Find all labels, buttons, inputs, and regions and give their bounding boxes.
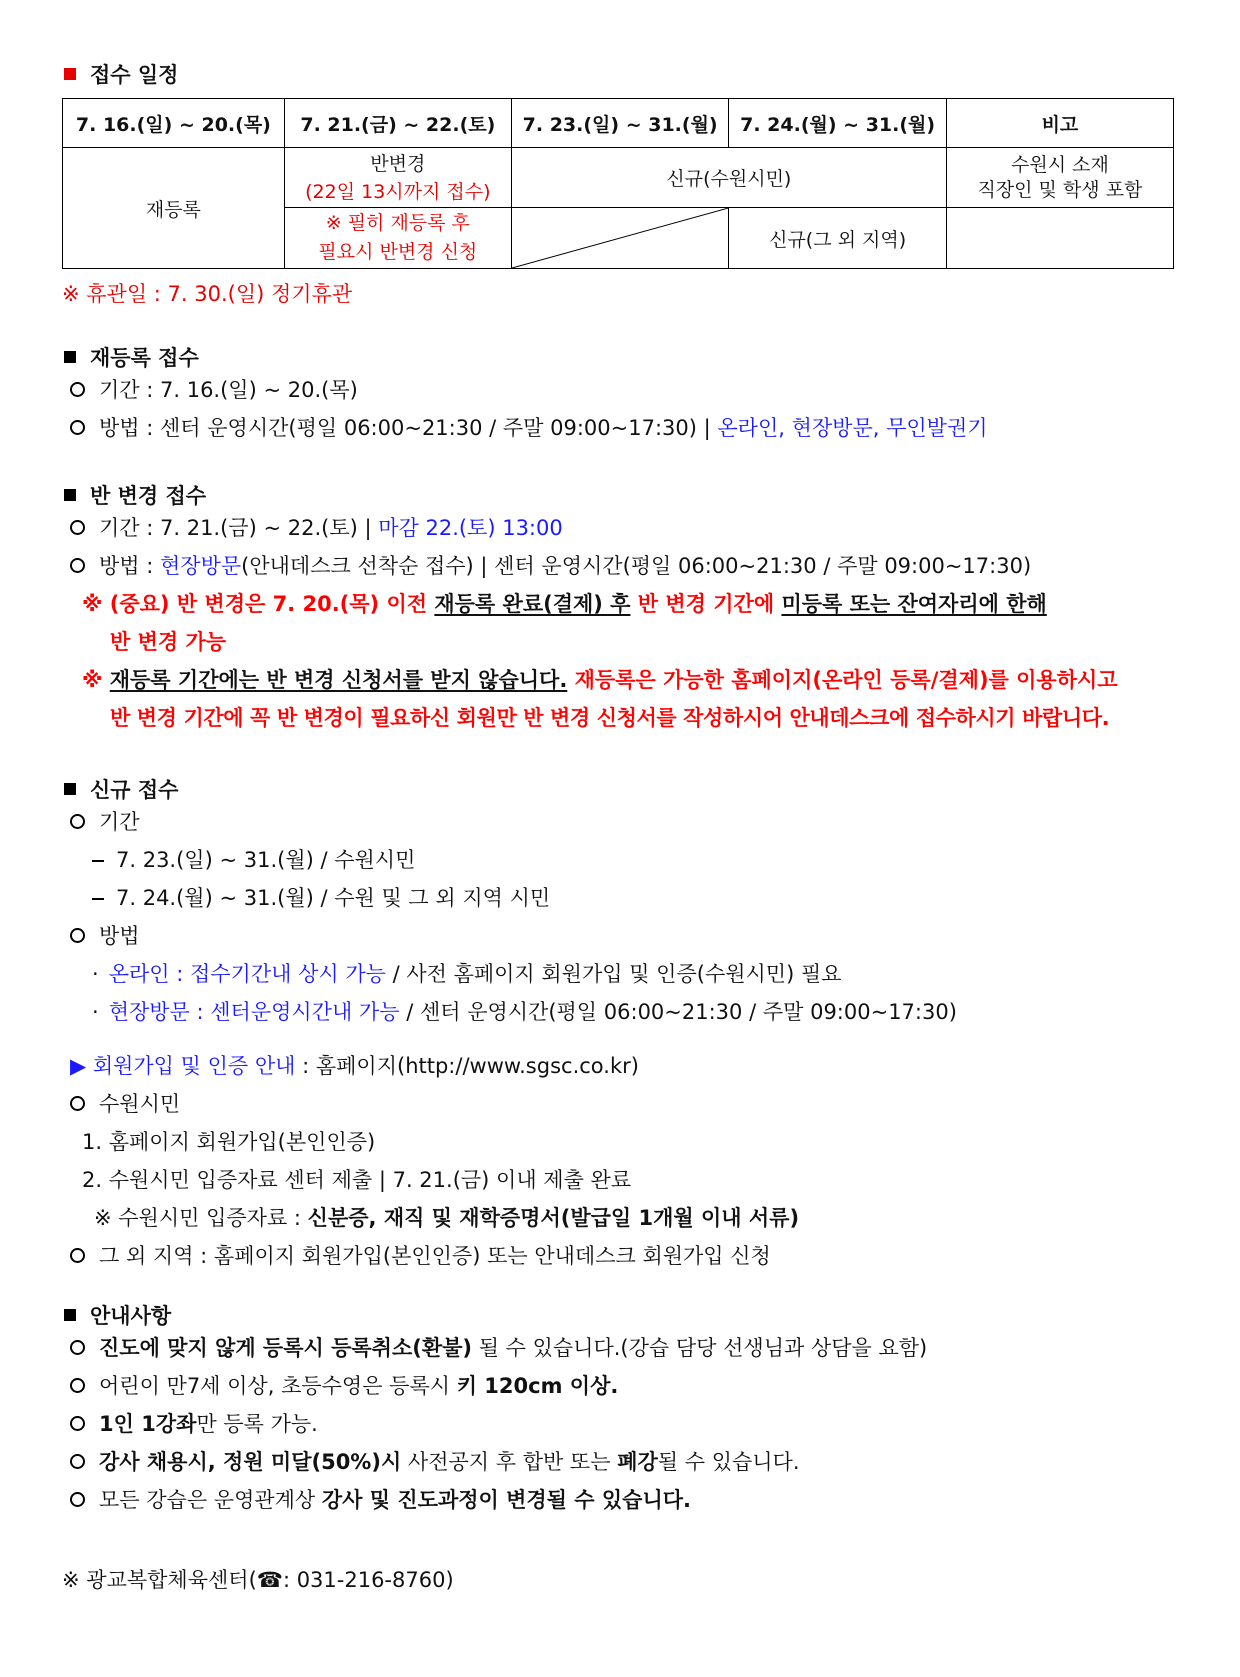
circle-bullet-icon — [70, 1096, 85, 1111]
red-square-bullet-icon — [64, 68, 76, 80]
other-region — [62, 1237, 1182, 1275]
new-suwon-cell: 신규(수원시민) — [511, 148, 946, 208]
remark-line-1: 수원시 소재 — [1011, 153, 1109, 176]
class-change-deadline: (22일 13시까지 접수) — [305, 180, 491, 203]
notice2-part-a: 재등록 기간에는 반 변경 신청서를 받지 않습니다. — [109, 668, 568, 692]
notice1-part-d: 미등록 또는 잔여자리에 한해 — [781, 592, 1047, 616]
class-change-period-text: 기간 : 7. 21.(금) ~ 22.(토) | — [99, 516, 379, 540]
suwon-proof-docs: 신분증, 재직 및 재학증명서(발급일 1개월 이내 서류) — [307, 1206, 800, 1230]
guide-item-5-b: 강사 및 진도과정이 변경될 수 있습니다. — [321, 1488, 691, 1512]
circle-bullet-icon — [70, 1454, 85, 1469]
member-guide-label: ▶ 회원가입 및 인증 안내 — [70, 1054, 296, 1078]
new-reg-period-text: 기간 — [99, 810, 140, 834]
footer-contact — [62, 1561, 1182, 1599]
important-notice-2 — [62, 661, 1182, 737]
circle-bullet-icon — [70, 1248, 85, 1263]
square-bullet-icon — [64, 783, 76, 795]
new-reg-period-1-text: 7. 23.(일) ~ 31.(월) / 수원시민 — [116, 848, 416, 872]
guide-section-title — [62, 1301, 1182, 1329]
guide-item-4-b: 사전공지 후 합반 또는 — [401, 1450, 618, 1474]
circle-bullet-icon — [70, 1378, 85, 1393]
class-change-method-rest: (안내데스크 선착순 접수) | 센터 운영시간(평일 06:00~21:30 / 주말 09:00~17:30) — [241, 554, 1032, 578]
new-other-cell: 신규(그 외 지역) — [729, 208, 946, 269]
schedule-header-cell: 7. 21.(금) ~ 22.(토) — [284, 99, 511, 148]
schedule-header-cell: 7. 16.(일) ~ 20.(목) — [63, 99, 285, 148]
square-bullet-icon — [64, 1309, 76, 1321]
holiday-note: ※ 휴관일 : 7. 30.(일) 정기휴관 — [62, 282, 353, 306]
suwon-label-text: 수원시민 — [99, 1092, 181, 1116]
schedule-row — [63, 148, 1174, 208]
reregister-method — [62, 409, 1182, 447]
square-bullet-icon — [64, 351, 76, 363]
circle-bullet-icon — [70, 814, 85, 829]
guide-item-3-a: 1인 1강좌 — [99, 1412, 197, 1436]
circle-bullet-icon — [70, 558, 85, 573]
class-change-cell — [284, 148, 511, 208]
circle-bullet-icon — [70, 928, 85, 943]
circle-bullet-icon — [70, 1340, 85, 1355]
important-notice-1 — [62, 585, 1182, 661]
new-reg-visit-a: 현장방문 : 센터운영시간내 가능 — [108, 1000, 400, 1024]
class-change-note-cell — [284, 208, 511, 269]
schedule-header-cell: 7. 24.(월) ~ 31.(월) — [729, 99, 946, 148]
guide-item-3 — [62, 1405, 1182, 1443]
notice1-part-e: 반 변경 가능 — [110, 630, 227, 654]
class-change-deadline-text: 마감 22.(토) 13:00 — [378, 516, 563, 540]
schedule-table — [62, 98, 1174, 269]
empty-diagonal-cell — [511, 208, 728, 269]
member-guide-url: : 홈페이지(http://www.sgsc.co.kr) — [295, 1054, 639, 1078]
reregister-period — [62, 371, 1182, 409]
class-change-method — [62, 547, 1182, 585]
new-reg-period-2 — [62, 879, 1182, 917]
other-region-text: 그 외 지역 : 홈페이지 회원가입(본인인증) 또는 안내데스크 회원가입 신청 — [99, 1244, 771, 1268]
new-reg-visit-b: / 센터 운영시간(평일 06:00~21:30 / 주말 09:00~17:30) — [399, 1000, 957, 1024]
new-reg-period-2-text: 7. 24.(월) ~ 31.(월) / 수원 및 그 외 지역 시민 — [116, 886, 551, 910]
notice1-part-b: 재등록 완료(결제) 후 — [434, 592, 631, 616]
guide-item-1-a: 진도에 맞지 않게 등록시 등록취소(환불) — [99, 1336, 473, 1360]
new-reg-period-1 — [62, 841, 1182, 879]
class-change-note-1: ※ 필히 재등록 후 — [325, 212, 470, 234]
schedule-header-cell: 7. 23.(일) ~ 31.(월) — [511, 99, 728, 148]
notice2-part-b: 재등록은 가능한 홈페이지(온라인 등록/결제)를 이용하시고 — [567, 668, 1118, 692]
guide-item-4 — [62, 1443, 1182, 1481]
reregister-section-title — [62, 343, 1182, 371]
dash-icon — [92, 898, 104, 900]
class-change-method-prefix: 방법 : — [99, 554, 160, 578]
middle-dot-icon: · — [92, 962, 99, 986]
new-reg-online-a: 온라인 : 접수기간내 상시 가능 — [108, 962, 386, 986]
guide-item-4-d: 될 수 있습니다. — [657, 1450, 800, 1474]
notice1-part-c: 반 변경 기간에 — [630, 592, 782, 616]
reregister-title: 재등록 접수 — [90, 346, 199, 370]
guide-item-5-a: 모든 강습은 운영관계상 — [99, 1488, 322, 1512]
remark-line-2: 직장인 및 학생 포함 — [977, 178, 1143, 201]
suwon-proof-label: ※ 수원시민 입증자료 : — [94, 1206, 308, 1230]
schedule-header-row — [63, 99, 1174, 148]
class-change-method-visit: 현장방문 — [160, 554, 242, 578]
guide-title: 안내사항 — [90, 1304, 172, 1328]
footer-phone: : 031-216-8760) — [282, 1568, 454, 1592]
suwon-proof — [62, 1199, 1182, 1237]
circle-bullet-icon — [70, 1416, 85, 1431]
middle-dot-icon: · — [92, 1000, 99, 1024]
dash-icon — [92, 860, 104, 862]
guide-item-1 — [62, 1329, 1182, 1367]
class-change-label: 반변경 — [370, 152, 426, 175]
class-change-section-title — [62, 481, 1182, 509]
guide-item-2 — [62, 1367, 1182, 1405]
reregister-method-text: 방법 : 센터 운영시간(평일 06:00~21:30 / 주말 09:00~17:30) | — [99, 416, 718, 440]
diagonal-line — [512, 208, 728, 268]
guide-item-2-b: 키 120cm 이상. — [456, 1374, 619, 1398]
new-reg-method-text: 방법 — [99, 924, 140, 948]
suwon-label — [62, 1085, 1182, 1123]
circle-bullet-icon — [70, 1492, 85, 1507]
remark-cell — [946, 148, 1173, 208]
member-guide — [62, 1047, 1182, 1085]
reregister-channels: 온라인, 현장방문, 무인발권기 — [717, 416, 988, 440]
suwon-step-1: 1. 홈페이지 회원가입(본인인증) — [82, 1130, 376, 1154]
new-reg-period-label — [62, 803, 1182, 841]
document-page — [62, 60, 1182, 1599]
guide-item-4-c: 폐강 — [617, 1450, 658, 1474]
notice1-part-a: ※ (중요) 반 변경은 7. 20.(목) 이전 — [82, 592, 435, 616]
square-bullet-icon — [64, 489, 76, 501]
notice2-mark: ※ — [82, 668, 110, 692]
schedule-section-title — [62, 60, 1182, 88]
circle-bullet-icon — [70, 382, 85, 397]
class-change-note-2: 필요시 반변경 신청 — [318, 241, 478, 263]
circle-bullet-icon — [70, 520, 85, 535]
new-reg-online-b: / 사전 홈페이지 회원가입 및 인증(수원시민) 필요 — [385, 962, 842, 986]
reregister-period-text: 기간 : 7. 16.(일) ~ 20.(목) — [99, 378, 358, 402]
reregister-cell: 재등록 — [63, 148, 285, 269]
schedule-title: 접수 일정 — [90, 63, 179, 87]
guide-item-1-b: 될 수 있습니다.(강습 담당 선생님과 상담을 요함) — [472, 1336, 928, 1360]
phone-icon: ☎ — [256, 1568, 283, 1592]
class-change-period — [62, 509, 1182, 547]
guide-item-2-a: 어린이 만7세 이상, 초등수영은 등록시 — [99, 1374, 457, 1398]
circle-bullet-icon — [70, 420, 85, 435]
footer-mark: ※ — [62, 1568, 87, 1592]
guide-item-3-b: 만 등록 가능. — [196, 1412, 318, 1436]
notice2-part-c: 반 변경 기간에 꼭 반 변경이 필요하신 회원만 반 변경 신청서를 작성하시어 안내데스크에 접수하시기 바랍니다. — [110, 706, 1110, 730]
new-reg-title: 신규 접수 — [90, 778, 179, 802]
guide-item-4-a: 강사 채용시, 정원 미달(50%)시 — [99, 1450, 402, 1474]
suwon-step-2: 2. 수원시민 입증자료 센터 제출 | 7. 21.(금) 이내 제출 완료 — [82, 1168, 632, 1192]
class-change-title: 반 변경 접수 — [90, 484, 207, 508]
new-reg-visit — [62, 993, 1182, 1031]
guide-item-5 — [62, 1481, 1182, 1519]
empty-cell — [946, 208, 1173, 269]
new-reg-method-label — [62, 917, 1182, 955]
new-reg-online — [62, 955, 1182, 993]
new-reg-section-title — [62, 775, 1182, 803]
footer-center-name: 광교복합체육센터( — [86, 1568, 257, 1592]
schedule-header-cell: 비고 — [946, 99, 1173, 148]
